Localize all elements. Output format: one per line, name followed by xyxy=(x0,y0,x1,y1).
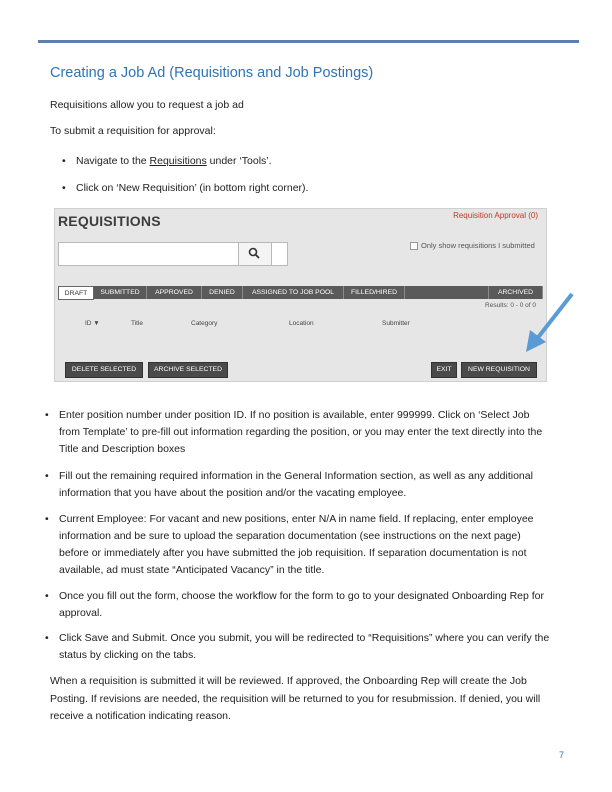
column-submitter[interactable]: Submitter xyxy=(382,320,410,327)
tab-approved[interactable]: APPROVED xyxy=(147,286,202,299)
column-location[interactable]: Location xyxy=(289,320,314,327)
search-button[interactable] xyxy=(238,242,272,266)
bullet-current-employee: • Current Employee: For vacant and new positions, enter N/A in name field. If replacing, enter employee information and be sure to upload the separation documentation (see instructions on the next page) before or immediately after you have submitted the job requisition. If separation documentation is not available, ad must state “Anticipated Vacancy” in the title. xyxy=(45,513,534,576)
search-icon xyxy=(248,247,260,259)
exit-button[interactable]: EXIT xyxy=(431,362,457,378)
bullet-icon: • xyxy=(45,409,49,421)
bullet-position-number: • Enter position number under position ID. If no position is available, enter 999999. Click on ‘Select Job from Template’ to pre-fill out information regarding the position, or you may enter the text directly into the Title and Description boxes xyxy=(45,409,543,455)
requisitions-link[interactable]: Requisitions xyxy=(149,155,207,167)
intro-text: Requisitions allow you to request a job ad xyxy=(50,99,244,111)
page-title: Creating a Job Ad (Requisitions and Job Postings) xyxy=(50,65,374,81)
column-id[interactable]: ID ▼ xyxy=(85,320,100,327)
tab-denied[interactable]: DENIED xyxy=(202,286,243,299)
step-navigate: • Navigate to the Requisitions under ‘Tools’. xyxy=(76,153,272,170)
bullet-icon: • xyxy=(62,182,66,194)
delete-selected-button[interactable]: DELETE SELECTED xyxy=(65,362,143,378)
tab-draft[interactable]: DRAFT xyxy=(58,286,94,300)
bullet-icon: • xyxy=(45,470,49,482)
requisitions-heading: REQUISITIONS xyxy=(58,213,161,229)
table-header xyxy=(58,313,542,335)
status-tabs xyxy=(58,286,542,299)
tab-archived[interactable]: ARCHIVED xyxy=(488,286,543,299)
bullet-workflow: • Once you fill out the form, choose the workflow for the form to go to your designated Onboarding Rep for approval. xyxy=(45,590,545,619)
bullet-icon: • xyxy=(45,590,49,602)
column-category[interactable]: Category xyxy=(191,320,218,327)
bullet-icon: • xyxy=(62,155,66,167)
requisitions-screenshot xyxy=(54,208,547,382)
only-mine-checkbox[interactable]: Only show requisitions I submitted xyxy=(410,241,535,250)
requisition-approval-link[interactable]: Requisition Approval (0) xyxy=(453,211,538,220)
bullet-icon: • xyxy=(45,513,49,525)
results-count: Results: 0 - 0 of 0 xyxy=(485,302,536,309)
checkbox-icon xyxy=(410,242,418,250)
tab-assigned-to-job-pool[interactable]: ASSIGNED TO JOB POOL xyxy=(243,286,344,299)
bullet-icon: • xyxy=(45,632,49,644)
step-click-new: • Click on ‘New Requisition’ (in bottom right corner). xyxy=(76,180,308,197)
closing-paragraph: When a requisition is submitted it will be reviewed. If approved, the Onboarding Rep will create the Job Posting. If revisions are needed, the requisition will be returned to you for resubmission. If denied, you will receive a notification indicating reason. xyxy=(50,675,541,722)
bullet-general-info: • Fill out the remaining required information in the General Information section, as well as any additional information that you have about the position and/or the vacating employee. xyxy=(45,470,533,499)
tab-submitted[interactable]: SUBMITTED xyxy=(94,286,147,299)
new-requisition-button[interactable]: NEW REQUISITION xyxy=(461,362,537,378)
pointer-arrow-icon xyxy=(522,290,578,354)
page-number: 7 xyxy=(558,750,564,760)
header-rule xyxy=(38,40,579,43)
intro-instruction: To submit a requisition for approval: xyxy=(50,125,216,137)
tab-filled-hired[interactable]: FILLED/HIRED xyxy=(344,286,405,299)
archive-selected-button[interactable]: ARCHIVE SELECTED xyxy=(148,362,228,378)
column-title[interactable]: Title xyxy=(131,320,144,327)
bullet-save-submit: • Click Save and Submit. Once you submit, you will be redirected to “Requisitions” where you can verify the status by clicking on the tabs. xyxy=(45,632,550,661)
